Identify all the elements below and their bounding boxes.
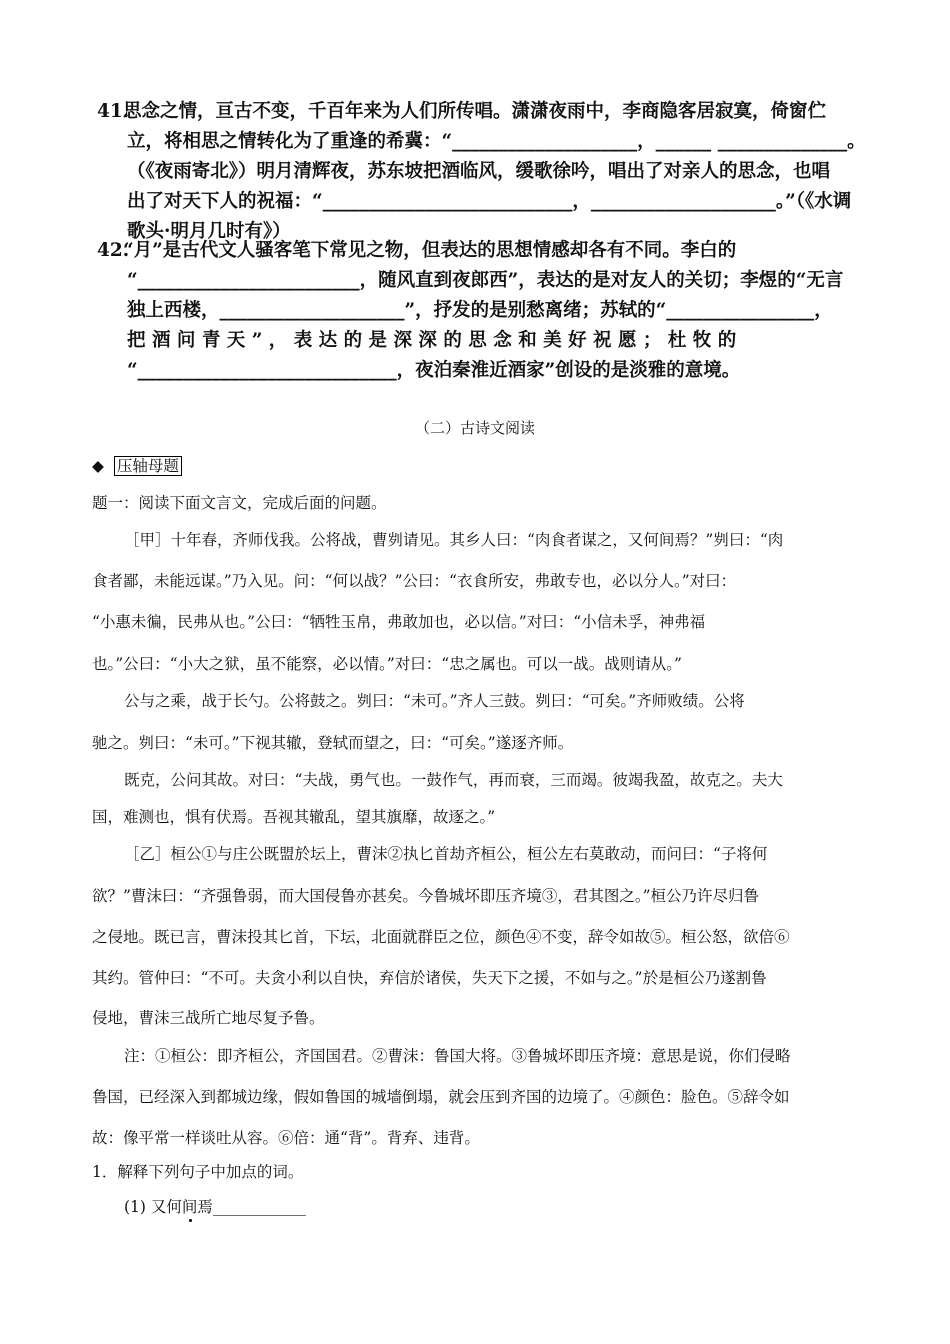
q42-number: 42. [97, 240, 130, 261]
body-line: 欲？”曹沫曰：“齐强鲁弱，而大国侵鲁亦甚矣。今鲁城坏即压齐境③，君其图之。”桓公乃许尽归鲁 [92, 887, 760, 905]
sub-question-1: (1) 又何间焉____________ [124, 1198, 306, 1216]
body-line: 1．解释下列句子中加点的词。 [92, 1163, 304, 1181]
diamond-icon: ◆ [92, 457, 104, 475]
body-line: 注：①桓公：即齐桓公，齐国国君。②曹沫：鲁国大将。③鲁城坏即压齐境：意思是说，你们侵略 [124, 1047, 791, 1065]
q42-line: 把 酒 问 青 天 ” ， 表 达 的 是 深 深 的 思 念 和 美 好 祝 愿 ； 杜 牧 的 [127, 330, 737, 351]
answer-blank[interactable]: 焉____________ [197, 1198, 306, 1216]
q42-line: 42.“月”是古代文人骚客笔下常见之物，但表达的思想情感却各有不同。李白的 [97, 236, 870, 266]
q42-line: “________________________，随风直到夜郎西”，表达的是对友人的关切；李煜的“无言 [127, 270, 844, 291]
box-heading [92, 454, 182, 476]
body-line: 既克，公问其故。对曰：“夫战，勇气也。一鼓作气，再而衰，三而竭。彼竭我盈，故克之。夫大 [124, 771, 783, 789]
body-line: ［乙］桓公①与庄公既盟於坛上，曹沫②执匕首劫齐桓公，桓公左右莫敢动，而问曰：“子将何 [124, 845, 768, 863]
q41-line: 41.思念之情，亘古不变，千百年来为人们所传唱。潇潇夜雨中，李商隐客居寂寞，倚窗伫 [97, 97, 870, 127]
dotted-word: 间 [181, 1198, 198, 1216]
body-line: 鲁国，已经深入到都城边缘，假如鲁国的城墙倒塌，就会压到齐国的边境了。④颜色：脸色。⑤辞令如 [92, 1088, 790, 1106]
q42-line: “____________________________，夜泊秦淮近酒家”创设的是淡雅的意境。 [127, 360, 741, 381]
q41-line: （《夜雨寄北》）明月清辉夜，苏东坡把酒临风，缓歌徐吟，唱出了对亲人的思念，也唱 [127, 161, 831, 182]
q42-line: 独上西楼，____________________”，抒发的是别愁离绪；苏轼的“________________， [127, 300, 833, 321]
body-line: 国，难测也，惧有伏焉。吾视其辙乱，望其旗靡，故逐之。” [92, 808, 496, 826]
body-line: 之侵地。既已言，曹沫投其匕首，下坛，北面就群臣之位，颜色④不变，辞令如故⑤。桓公怒，欲倍⑥ [92, 928, 790, 946]
body-line: “小惠未徧，民弗从也。”公曰：“牺牲玉帛，弗敢加也，必以信。”对曰：“小信未孚，神弗福 [92, 613, 706, 631]
body-line: 故：像平常一样谈吐从容。⑥倍：通“背”。背弃、违背。 [92, 1129, 480, 1147]
body-line: 题一：阅读下面文言文，完成后面的问题。 [92, 494, 387, 512]
q41-line: 立，将相思之情转化为了重逢的希冀：“____________________，______ ______________。 [127, 131, 866, 152]
body-line: 食者鄙，未能远谋。”乃入见。问：“何以战？”公曰：“衣食所安，弗敢专也，必以分人。”对曰： [92, 572, 737, 590]
body-line: ［甲］十年春，齐师伐我。公将战，曹刿请见。其乡人曰：“肉食者谋之，又何间焉？”刿曰：“肉 [124, 531, 784, 549]
section-title: （二）古诗文阅读 [414, 419, 535, 437]
question-42 [97, 236, 870, 386]
q41-line: 出了对天下人的祝福：“___________________________，____________________。”（《水调 [127, 191, 852, 212]
question-41 [97, 97, 870, 247]
box-label: 压轴母题 [114, 456, 182, 476]
body-line: 公与之乘，战于长勺。公将鼓之。刿曰：“未可。”齐人三鼓。刿曰：“可矣。”齐师败绩。公将 [124, 692, 745, 710]
q41-line: 歌头·明月几时有》） [127, 221, 291, 242]
body-line: 也。”公曰：“小大之狱，虽不能察，必以情。”对曰：“忠之属也。可以一战。战则请从。” [92, 655, 682, 673]
body-line: 侵地，曹沫三战所亡地尽复予鲁。 [92, 1009, 325, 1027]
body-line: 其约。管仲曰：“不可。夫贪小利以自快，弃信於诸侯，失天下之援，不如与之。”於是桓公乃遂割鲁 [92, 969, 767, 987]
body-line: 驰之。刿曰：“未可。”下视其辙，登轼而望之，曰：“可矣。”遂逐齐师。 [92, 734, 574, 752]
q41-number: 41. [97, 101, 130, 122]
